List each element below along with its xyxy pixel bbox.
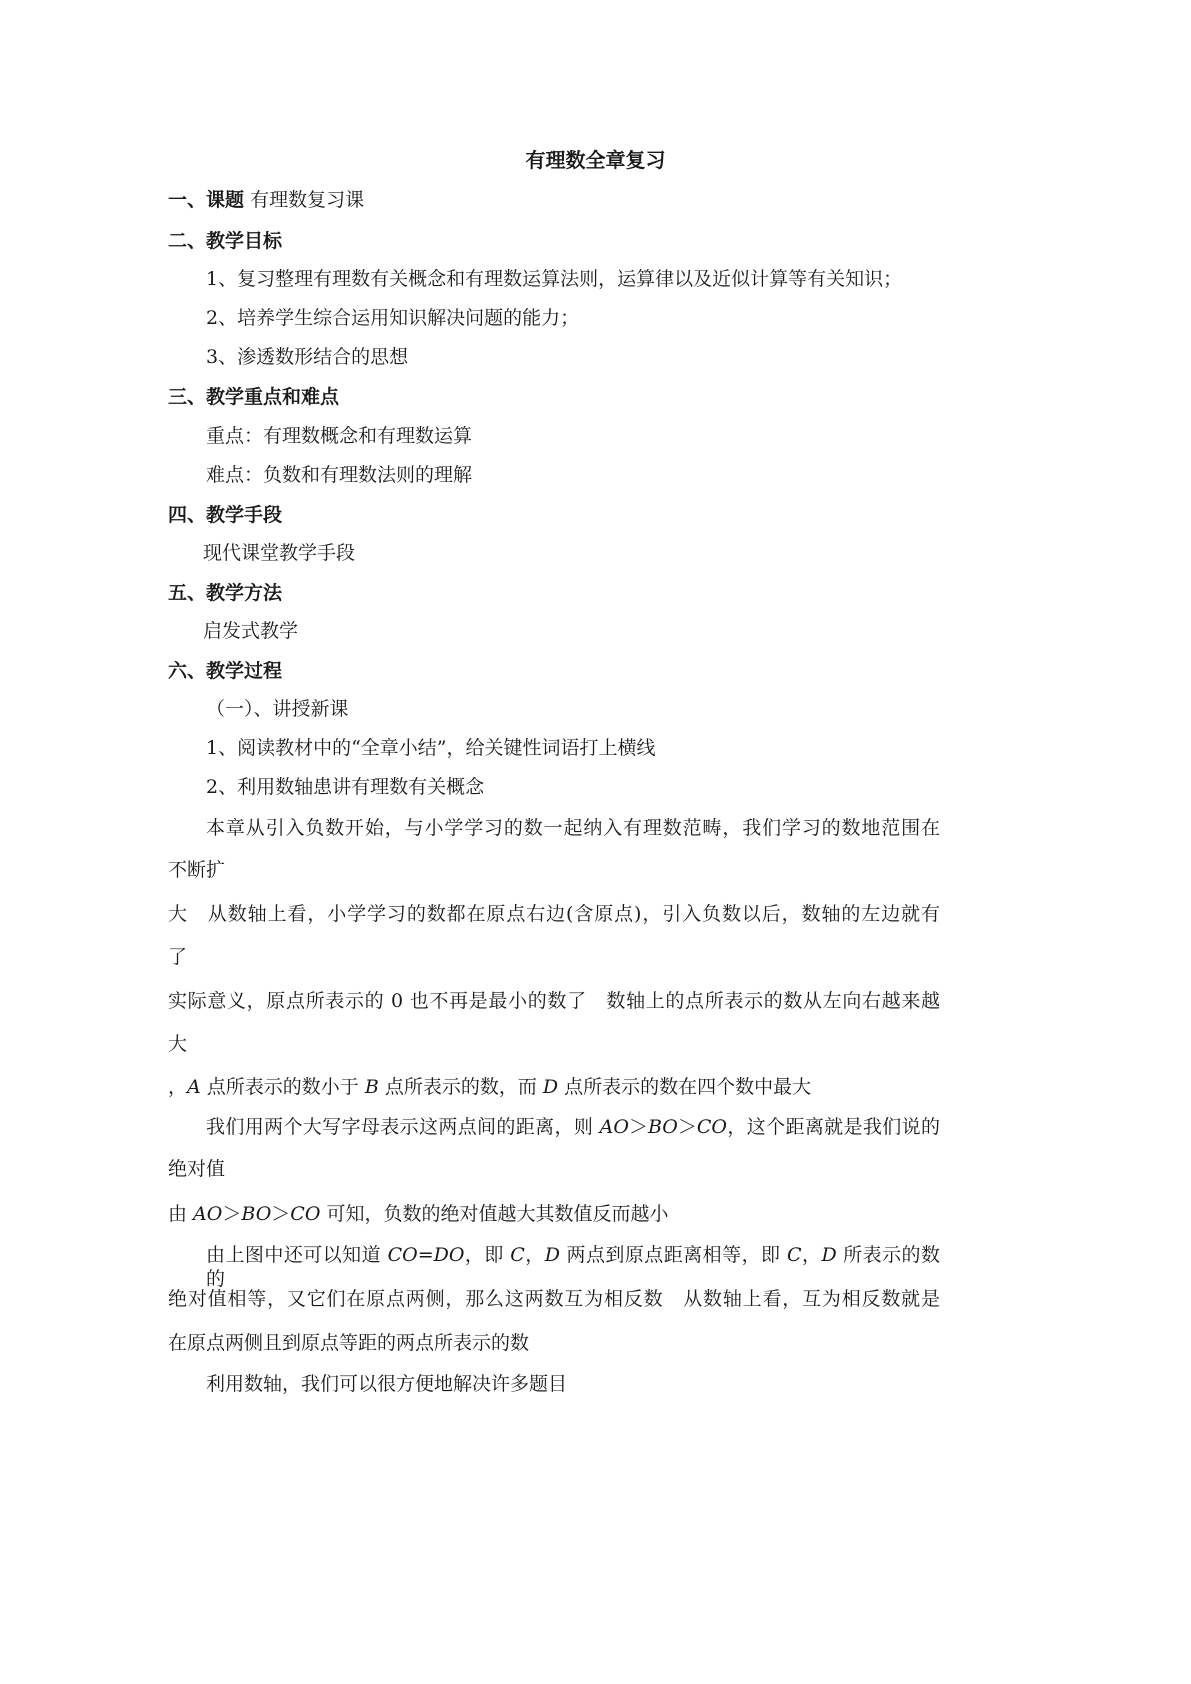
- paragraph-5-line-2: 绝对值: [168, 1158, 226, 1180]
- text-segment: ，: [524, 1244, 545, 1266]
- variable-bo: BO: [241, 1203, 272, 1225]
- variable-ao: AO: [599, 1116, 629, 1138]
- document-title: 有理数全章复习: [525, 148, 666, 172]
- text-segment: ，这个距离就是我们说的: [727, 1116, 940, 1138]
- variable-ao: AO: [193, 1203, 223, 1225]
- text-segment: ＞: [677, 1116, 697, 1138]
- text-segment: ，: [168, 1076, 188, 1098]
- variable-c: C: [786, 1244, 802, 1266]
- sub-heading: （一）、讲授新课: [206, 698, 349, 720]
- paragraph-7-line-1: [206, 1243, 940, 1291]
- variable-a: A: [187, 1076, 201, 1098]
- variable-do: DO: [433, 1244, 465, 1266]
- paragraph-7-line-3: 在原点两侧且到原点等距的两点所表示的数: [168, 1332, 530, 1354]
- text-segment: =: [417, 1244, 434, 1266]
- difficulty: 难点：负数和有理数法则的理解: [206, 464, 473, 486]
- paragraph-2-line-2: 了: [168, 946, 188, 968]
- section-4-heading: 四、教学手段: [168, 504, 283, 526]
- variable-b: B: [364, 1076, 379, 1098]
- text-segment: 点所表示的数小于: [200, 1076, 365, 1098]
- step-1: 1、阅读教材中的“全章小结”，给关键性词语打上横线: [206, 737, 656, 759]
- paragraph-1-line-2: 不断扩: [168, 859, 226, 881]
- goal-item-3: 3、渗透数形结合的思想: [206, 346, 409, 368]
- section-3-heading: 三、教学重点和难点: [168, 386, 340, 408]
- paragraph-3-line-2: 大: [168, 1033, 188, 1055]
- variable-bo: BO: [647, 1116, 678, 1138]
- text-segment: 我们用两个大写字母表示这两点间的距离，则: [206, 1116, 600, 1138]
- text-segment: ＞: [222, 1203, 242, 1225]
- paragraph-5-line-1: [206, 1115, 940, 1139]
- text-segment: 所表示的数的: [206, 1244, 940, 1290]
- section-4-content: 现代课堂教学手段: [203, 542, 356, 564]
- paragraph-7-line-2: 绝对值相等，又它们在原点两侧，那么这两数互为相反数 从数轴上看，互为相反数就是: [168, 1288, 940, 1310]
- section-5-heading: 五、教学方法: [168, 582, 283, 604]
- text-segment: 点所表示的数在四个数中最大: [558, 1076, 812, 1098]
- key-point: 重点：有理数概念和有理数运算: [206, 425, 473, 447]
- goal-item-2: 2、培养学生综合运用知识解决问题的能力；: [206, 307, 580, 329]
- text-segment: 可知，负数的绝对值越大其数值反而越小: [320, 1203, 669, 1225]
- paragraph-8: 利用数轴，我们可以很方便地解决许多题目: [206, 1373, 568, 1395]
- variable-d: D: [542, 1076, 559, 1098]
- text-segment: 由上图中还可以知道: [206, 1244, 388, 1266]
- step-2: 2、利用数轴患讲有理数有关概念: [206, 776, 485, 798]
- text-segment: ，即: [464, 1244, 511, 1266]
- variable-co: CO: [387, 1244, 418, 1266]
- text-segment: ，: [801, 1244, 822, 1266]
- section-1-heading: 一、课题: [168, 189, 245, 211]
- paragraph-2-line-1: 大 从数轴上看，小学学习的数都在原点右边(含原点)，引入负数以后，数轴的左边就有: [168, 903, 940, 925]
- variable-d: D: [821, 1244, 837, 1266]
- section-1: [168, 188, 364, 212]
- variable-c: C: [510, 1244, 525, 1266]
- text-segment: 两点到原点距离相等，即: [560, 1244, 787, 1266]
- paragraph-3-line-1: 实际意义，原点所表示的 0 也不再是最小的数了 数轴上的点所表示的数从左向右越来越: [168, 990, 940, 1012]
- text-segment: 由: [168, 1203, 194, 1225]
- section-1-content: 有理数复习课: [250, 189, 365, 211]
- text-segment: ＞: [271, 1203, 291, 1225]
- paragraph-4: [168, 1075, 811, 1099]
- paragraph-6: [168, 1202, 668, 1226]
- paragraph-1-line-1: 本章从引入负数开始，与小学学习的数一起纳入有理数范畴，我们学习的数地范围在: [206, 817, 940, 839]
- variable-d: D: [544, 1244, 560, 1266]
- section-5-content: 启发式教学: [203, 620, 299, 642]
- section-2-heading: 二、教学目标: [168, 230, 283, 252]
- section-6-heading: 六、教学过程: [168, 660, 283, 682]
- variable-co: CO: [290, 1203, 321, 1225]
- goal-item-1: 1、复习整理有理数有关概念和有理数运算法则，运算律以及近似计算等有关知识；: [206, 268, 903, 290]
- variable-co: CO: [696, 1116, 728, 1138]
- text-segment: ＞: [628, 1116, 648, 1138]
- text-segment: 点所表示的数，而: [378, 1076, 543, 1098]
